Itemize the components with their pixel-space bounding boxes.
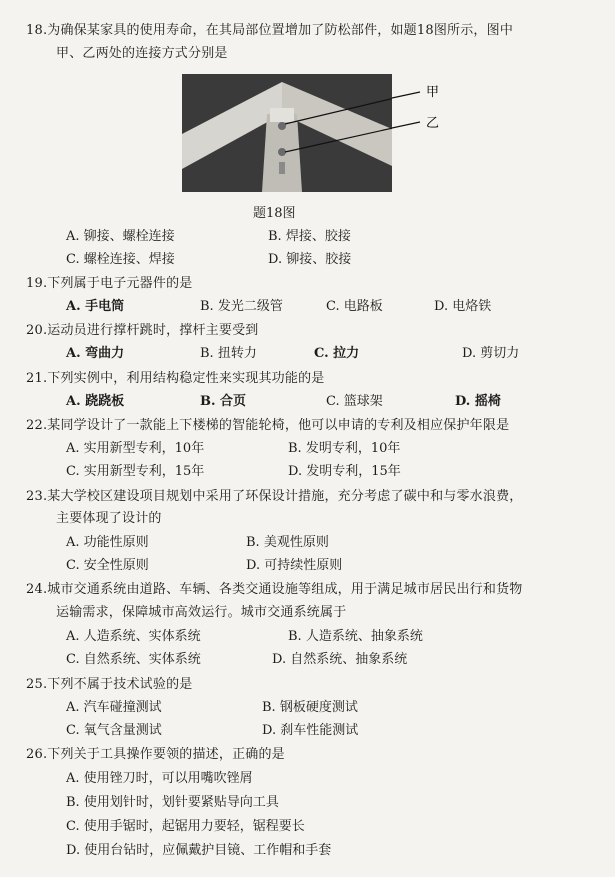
q25-option-b: B. 钢板硬度测试: [262, 700, 358, 715]
q19-option-a: A. 手电筒: [66, 299, 125, 314]
furniture-joint-photo: [182, 74, 447, 192]
q22-option-d: D. 发明专利，15年: [288, 464, 401, 479]
q26-option-b: B. 使用划针时，划针要紧贴导向工具: [66, 795, 279, 810]
q23-option-d: D. 可持续性原则: [246, 558, 343, 573]
q25-stem: 25.下列不属于技术试验的是: [26, 677, 193, 692]
q19-option-d: D. 电烙铁: [434, 299, 492, 314]
q24-stem-line2: 运输需求，保障城市高效运行。城市交通系统属于: [56, 605, 347, 620]
q18-option-c: C. 螺栓连接、焊接: [66, 252, 175, 267]
q23-option-b: B. 美观性原则: [246, 535, 329, 550]
q18-option-a: A. 铆接、螺栓连接: [66, 229, 175, 244]
q22-stem: 22.某同学设计了一款能上下楼梯的智能轮椅，他可以申请的专利及相应保护年限是: [26, 418, 510, 433]
q26-option-d: D. 使用台钻时，应佩戴护目镜、工作帽和手套: [66, 843, 332, 858]
q25-option-a: A. 汽车碰撞测试: [66, 700, 162, 715]
q20-option-b: B. 扭转力: [200, 346, 257, 361]
q23-stem-line2: 主要体现了设计的: [56, 511, 162, 526]
q21-option-c: C. 篮球架: [326, 394, 383, 409]
q24-option-a: A. 人造系统、实体系统: [66, 629, 201, 644]
q21-option-a: A. 跷跷板: [66, 394, 125, 409]
label-yi: 乙: [426, 116, 440, 131]
q18-stem-line2: 甲、乙两处的连接方式分别是: [56, 46, 228, 61]
q21-stem: 21.下列实例中，利用结构稳定性来实现其功能的是: [26, 371, 325, 386]
q24-option-c: C. 自然系统、实体系统: [66, 652, 201, 667]
q25-option-c: C. 氧气含量测试: [66, 723, 162, 738]
q21-option-d: D. 摇椅: [455, 394, 501, 409]
q23-stem-line1: 23.某大学校区建设项目规划中采用了环保设计措施，充分考虑了碳中和与零水浪费，: [26, 489, 523, 504]
q24-option-d: D. 自然系统、抽象系统: [272, 652, 408, 667]
q18-figure: [182, 74, 447, 192]
q26-option-a: A. 使用锉刀时，可以用嘴吹锉屑: [66, 771, 253, 786]
q18-stem-line1: 18.为确保某家具的使用寿命，在其局部位置增加了防松部件，如题18图所示，图中: [26, 23, 514, 38]
label-jia: 甲: [426, 85, 440, 100]
q26-stem: 26.下列关于工具操作要领的描述，正确的是: [26, 747, 285, 762]
q25-option-d: D. 刹车性能测试: [262, 723, 359, 738]
q23-option-c: C. 安全性原则: [66, 558, 149, 573]
q20-option-d: D. 剪切力: [462, 346, 520, 361]
q18-caption: 题18图: [253, 206, 296, 221]
q19-option-c: C. 电路板: [326, 299, 383, 314]
q20-stem: 20.运动员进行撑杆跳时，撑杆主要受到: [26, 323, 259, 338]
q26-option-c: C. 使用手锯时，起锯用力要轻，锯程要长: [66, 819, 305, 834]
q22-option-a: A. 实用新型专利，10年: [66, 441, 205, 456]
q23-option-a: A. 功能性原则: [66, 535, 149, 550]
q18-option-d: D. 铆接、胶接: [268, 252, 352, 267]
q19-stem: 19.下列属于电子元器件的是: [26, 276, 193, 291]
q19-option-b: B. 发光二级管: [200, 299, 283, 314]
q24-stem-line1: 24.城市交通系统由道路、车辆、各类交通设施等组成，用于满足城市居民出行和货物: [26, 582, 523, 597]
q20-option-a: A. 弯曲力: [66, 346, 125, 361]
q22-option-c: C. 实用新型专利，15年: [66, 464, 205, 479]
q20-option-c: C. 拉力: [314, 346, 360, 361]
q18-option-b: B. 焊接、胶接: [268, 229, 351, 244]
q24-option-b: B. 人造系统、抽象系统: [288, 629, 423, 644]
q21-option-b: B. 合页: [200, 394, 247, 409]
q22-option-b: B. 发明专利，10年: [288, 441, 401, 456]
